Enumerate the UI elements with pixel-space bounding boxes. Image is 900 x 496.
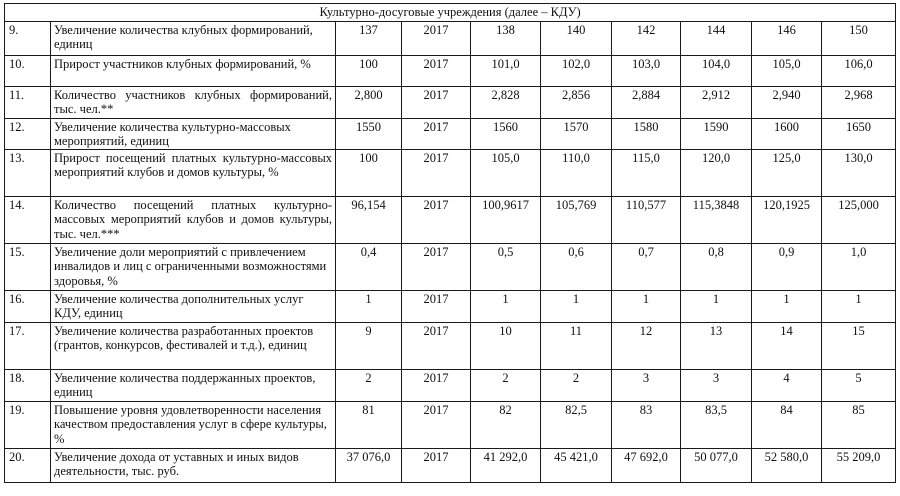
base-value: 37 076,0	[336, 448, 402, 482]
target-value: 4	[752, 369, 822, 401]
base-value: 9	[336, 322, 402, 369]
indicator-name: Прирост участников клубных формирований, %	[51, 55, 336, 86]
target-value: 125,0	[752, 149, 822, 196]
base-value: 1550	[336, 118, 402, 149]
base-year: 2017	[402, 448, 471, 482]
target-value: 105,769	[541, 196, 612, 243]
base-value: 96,154	[336, 196, 402, 243]
base-year: 2017	[402, 290, 471, 322]
target-value: 0,6	[541, 243, 612, 290]
target-value: 138	[471, 21, 541, 55]
indicators-table	[4, 3, 896, 483]
table-row	[5, 86, 896, 118]
row-number: 15.	[5, 243, 51, 290]
target-value: 1	[752, 290, 822, 322]
target-value: 101,0	[471, 55, 541, 86]
target-value: 1	[612, 290, 681, 322]
target-value: 1	[681, 290, 752, 322]
target-value: 3	[612, 369, 681, 401]
target-value: 2,828	[471, 86, 541, 118]
indicator-name: Повышение уровня удовлетворенности населения качеством предоставления услуг в сфере культуры, %	[51, 401, 336, 448]
row-number: 17.	[5, 322, 51, 369]
target-value: 12	[612, 322, 681, 369]
table-row	[5, 21, 896, 55]
target-value: 105,0	[471, 149, 541, 196]
indicator-name: Увеличение количества культурно-массовых мероприятий, единиц	[51, 118, 336, 149]
base-year: 2017	[402, 401, 471, 448]
base-year: 2017	[402, 149, 471, 196]
target-value: 125,000	[822, 196, 896, 243]
base-year: 2017	[402, 322, 471, 369]
base-year: 2017	[402, 369, 471, 401]
table-row	[5, 243, 896, 290]
target-value: 2,968	[822, 86, 896, 118]
row-number: 11.	[5, 86, 51, 118]
table-row	[5, 401, 896, 448]
target-value: 1,0	[822, 243, 896, 290]
base-value: 1	[336, 290, 402, 322]
table-row	[5, 369, 896, 401]
target-value: 120,1925	[752, 196, 822, 243]
target-value: 1590	[681, 118, 752, 149]
target-value: 1580	[612, 118, 681, 149]
target-value: 104,0	[681, 55, 752, 86]
table-row	[5, 448, 896, 482]
base-value: 100	[336, 55, 402, 86]
base-year: 2017	[402, 21, 471, 55]
row-number: 18.	[5, 369, 51, 401]
target-value: 14	[752, 322, 822, 369]
table-body	[5, 21, 896, 482]
indicator-name: Количество посещений платных культурно-массовых мероприятий клубов и домов культуры, тыс. чел.***	[51, 196, 336, 243]
target-value: 1	[541, 290, 612, 322]
base-value: 100	[336, 149, 402, 196]
section-title: Культурно-досуговые учреждения (далее – КДУ)	[5, 4, 896, 22]
indicator-name: Увеличение количества разработанных проектов (грантов, конкурсов, фестивалей и т.д.), единиц	[51, 322, 336, 369]
target-value: 47 692,0	[612, 448, 681, 482]
base-value: 0,4	[336, 243, 402, 290]
row-number: 12.	[5, 118, 51, 149]
target-value: 1600	[752, 118, 822, 149]
target-value: 15	[822, 322, 896, 369]
target-value: 82,5	[541, 401, 612, 448]
target-value: 102,0	[541, 55, 612, 86]
target-value: 5	[822, 369, 896, 401]
target-value: 120,0	[681, 149, 752, 196]
target-value: 0,9	[752, 243, 822, 290]
base-year: 2017	[402, 55, 471, 86]
target-value: 115,0	[612, 149, 681, 196]
target-value: 0,7	[612, 243, 681, 290]
row-number: 9.	[5, 21, 51, 55]
target-value: 1650	[822, 118, 896, 149]
target-value: 100,9617	[471, 196, 541, 243]
target-value: 130,0	[822, 149, 896, 196]
indicator-name: Увеличение количества поддержанных проектов, единиц	[51, 369, 336, 401]
target-value: 11	[541, 322, 612, 369]
target-value: 10	[471, 322, 541, 369]
table-row	[5, 149, 896, 196]
target-value: 50 077,0	[681, 448, 752, 482]
base-value: 137	[336, 21, 402, 55]
target-value: 84	[752, 401, 822, 448]
target-value: 52 580,0	[752, 448, 822, 482]
row-number: 13.	[5, 149, 51, 196]
row-number: 16.	[5, 290, 51, 322]
target-value: 142	[612, 21, 681, 55]
indicator-name: Увеличение количества дополнительных услуг КДУ, единиц	[51, 290, 336, 322]
indicator-name: Увеличение доли мероприятий с привлечением инвалидов и лиц с ограниченными возможностями здоровья, %	[51, 243, 336, 290]
target-value: 144	[681, 21, 752, 55]
row-number: 20.	[5, 448, 51, 482]
row-number: 19.	[5, 401, 51, 448]
target-value: 146	[752, 21, 822, 55]
section-header-row	[5, 4, 896, 22]
table-row	[5, 322, 896, 369]
indicator-name: Увеличение дохода от уставных и иных видов деятельности, тыс. руб.	[51, 448, 336, 482]
target-value: 0,8	[681, 243, 752, 290]
target-value: 105,0	[752, 55, 822, 86]
target-value: 150	[822, 21, 896, 55]
indicator-name: Прирост посещений платных культурно-массовых мероприятий клубов и домов культуры, %	[51, 149, 336, 196]
target-value: 83	[612, 401, 681, 448]
target-value: 83,5	[681, 401, 752, 448]
target-value: 85	[822, 401, 896, 448]
target-value: 103,0	[612, 55, 681, 86]
target-value: 2,940	[752, 86, 822, 118]
row-number: 14.	[5, 196, 51, 243]
base-year: 2017	[402, 118, 471, 149]
target-value: 2,912	[681, 86, 752, 118]
indicator-name: Количество участников клубных формирований, тыс. чел.**	[51, 86, 336, 118]
base-year: 2017	[402, 86, 471, 118]
target-value: 0,5	[471, 243, 541, 290]
target-value: 1560	[471, 118, 541, 149]
row-number: 10.	[5, 55, 51, 86]
table-row	[5, 196, 896, 243]
table-row	[5, 290, 896, 322]
target-value: 45 421,0	[541, 448, 612, 482]
target-value: 110,577	[612, 196, 681, 243]
base-value: 81	[336, 401, 402, 448]
target-value: 1570	[541, 118, 612, 149]
target-value: 1	[822, 290, 896, 322]
target-value: 2	[541, 369, 612, 401]
target-value: 2	[471, 369, 541, 401]
target-value: 1	[471, 290, 541, 322]
target-value: 2,884	[612, 86, 681, 118]
target-value: 106,0	[822, 55, 896, 86]
target-value: 55 209,0	[822, 448, 896, 482]
base-value: 2,800	[336, 86, 402, 118]
target-value: 3	[681, 369, 752, 401]
base-year: 2017	[402, 196, 471, 243]
indicator-name: Увеличение количества клубных формирований, единиц	[51, 21, 336, 55]
base-year: 2017	[402, 243, 471, 290]
target-value: 110,0	[541, 149, 612, 196]
base-value: 2	[336, 369, 402, 401]
target-value: 115,3848	[681, 196, 752, 243]
target-value: 140	[541, 21, 612, 55]
table-row	[5, 55, 896, 86]
target-value: 13	[681, 322, 752, 369]
target-value: 82	[471, 401, 541, 448]
target-value: 2,856	[541, 86, 612, 118]
table-row	[5, 118, 896, 149]
target-value: 41 292,0	[471, 448, 541, 482]
